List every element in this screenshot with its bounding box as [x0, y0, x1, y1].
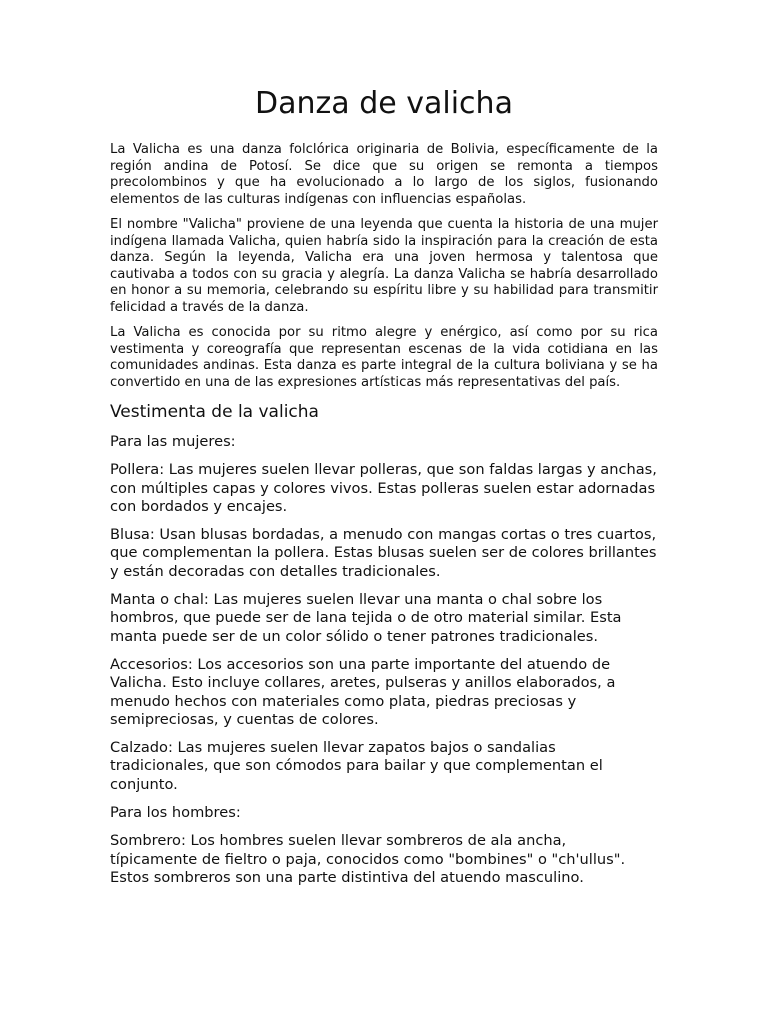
paragraph-sombrero: Sombrero: Los hombres suelen llevar sombreros de ala ancha, típicamente de fieltro o paja, conocidos como "bombines" o "ch'ullus". Estos sombreros son una parte distintiva del atuendo masculino.	[110, 832, 626, 886]
intro-paragraph: La Valicha es conocida por su ritmo alegre y enérgico, así como por su rica vestimenta y coreografía que representan escenas de la vida cotidiana en las comunidades andinas. Esta danza es parte integral de la cultura boliviana y se ha convertido en una de las expresiones artísticas más representativas del país.	[110, 325, 658, 390]
clothing-section	[110, 433, 658, 887]
subheading-women: Para las mujeres:	[110, 433, 236, 450]
document-page	[110, 84, 658, 897]
subheading-men: Para los hombres:	[110, 804, 241, 822]
paragraph-manta: Manta o chal: Las mujeres suelen llevar una manta o chal sobre los hombros, que puede ser de lana tejida o de otro material similar. Esta manta puede ser de un color sólido o tener patrones tradicionales.	[110, 591, 622, 645]
section-heading: Vestimenta de la valicha	[110, 402, 319, 422]
intro-section	[110, 142, 658, 391]
intro-paragraph: El nombre "Valicha" proviene de una leyenda que cuenta la historia de una mujer indígena llamada Valicha, quien habría sido la inspiración para la creación de esta danza. Según la leyenda, Valicha era una joven hermosa y talentosa que cautivaba a todos con su gracia y alegría. La danza Valicha se habría desarrollado en honor a su memoria, celebrando su espíritu libre y su habilidad para transmitir felicidad a través de la danza.	[110, 217, 658, 315]
document-title: Danza de valicha	[255, 86, 513, 121]
paragraph-pollera: Pollera: Las mujeres suelen llevar polleras, que son faldas largas y anchas, con múltiples capas y colores vivos. Estas polleras suelen estar adornadas con bordados y encajes.	[110, 461, 657, 515]
intro-paragraph: La Valicha es una danza folclórica originaria de Bolivia, específicamente de la región andina de Potosí. Se dice que su origen se remonta a tiempos precolombinos y que ha evolucionado a lo largo de los siglos, fusionando elementos de las culturas indígenas con influencias españolas.	[110, 142, 658, 207]
paragraph-calzado: Calzado: Las mujeres suelen llevar zapatos bajos o sandalias tradicionales, que son cómodos para bailar y que complementan el conjunto.	[110, 739, 603, 793]
paragraph-accesorios: Accesorios: Los accesorios son una parte importante del atuendo de Valicha. Esto incluye collares, aretes, pulseras y anillos elaborados, a menudo hechos con materiales como plata, piedras preciosas y semipreciosas, y cuentas de colores.	[110, 655, 616, 728]
paragraph-blusa: Blusa: Usan blusas bordadas, a menudo con mangas cortas o tres cuartos, que complementan la pollera. Estas blusas suelen ser de colores brillantes y están decoradas con detalles tradicionales.	[110, 526, 657, 580]
